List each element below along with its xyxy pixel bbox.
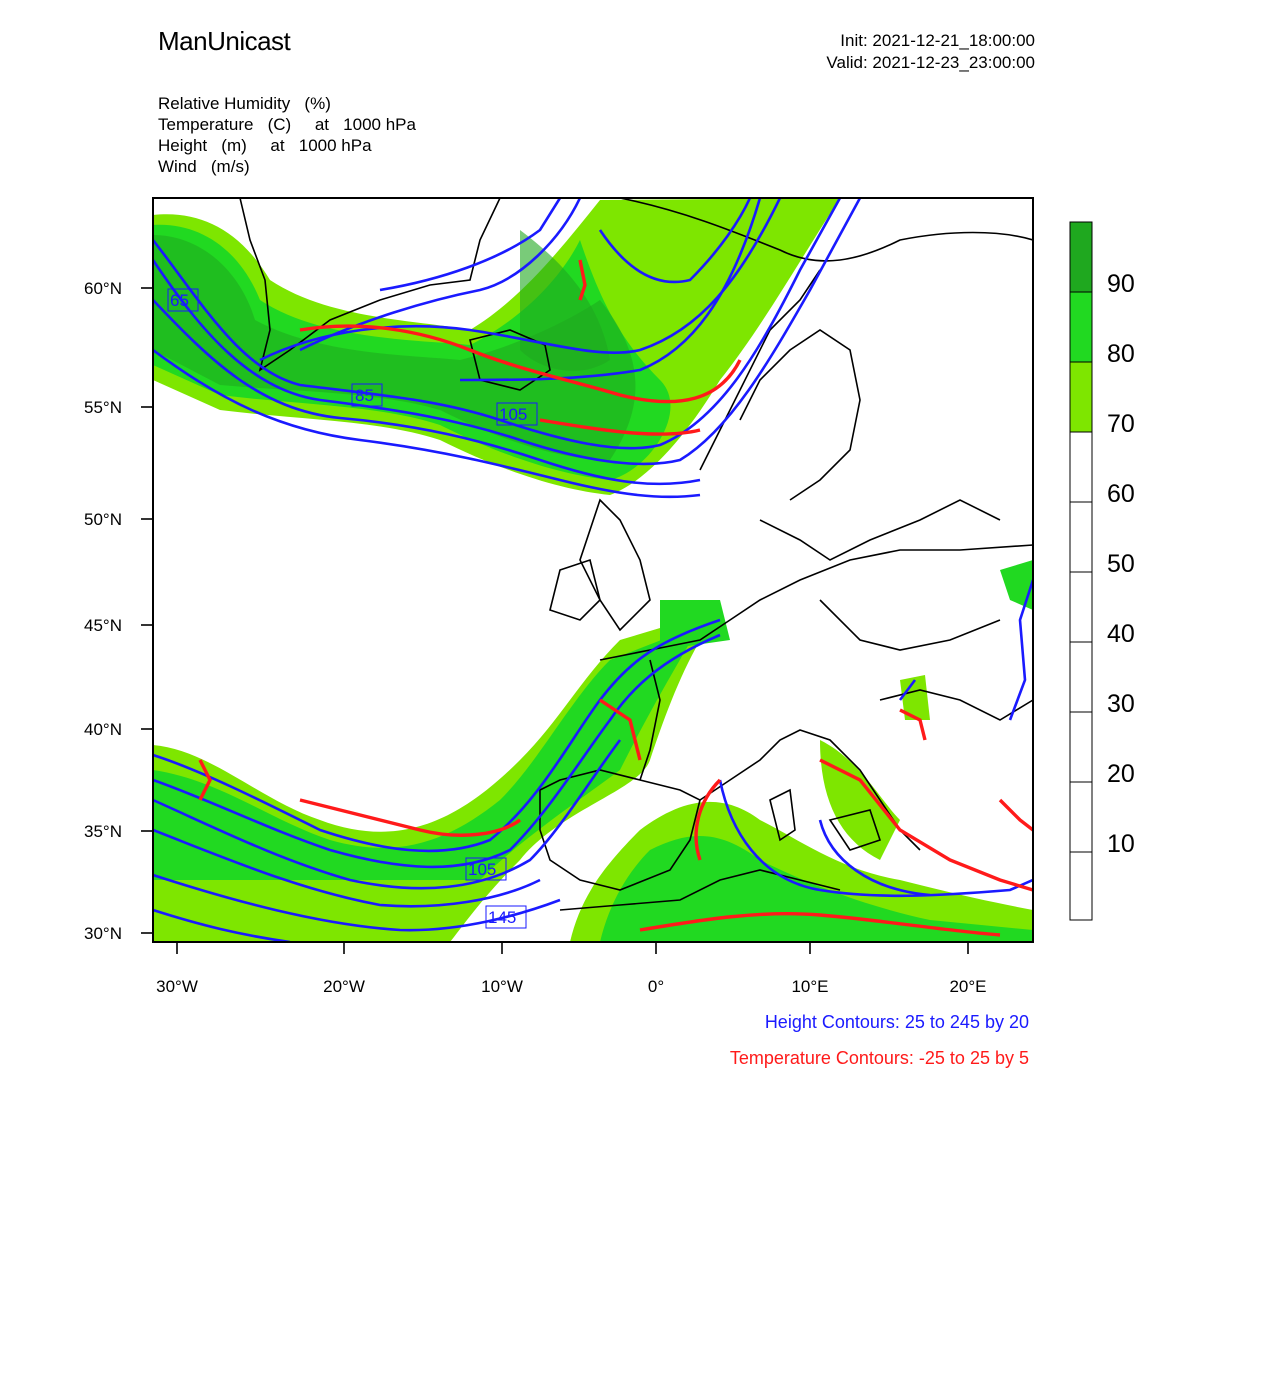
temperature-contour-note: Temperature Contours: -25 to 25 by 5 — [729, 1048, 1029, 1068]
lat-label: 55°N — [84, 398, 122, 417]
plot-title: ManUnicast — [158, 26, 291, 56]
lat-label: 40°N — [84, 720, 122, 739]
colorbar-box — [1070, 782, 1092, 852]
field-wind: Wind (m/s) — [158, 157, 250, 176]
colorbar-box — [1070, 292, 1092, 362]
contour-label: 105 — [468, 860, 497, 879]
lat-label: 60°N — [84, 279, 122, 298]
colorbar-label: 30 — [1107, 690, 1135, 718]
field-temperature: Temperature (C) at 1000 hPa — [158, 115, 416, 134]
valid-time: Valid: 2021-12-23_23:00:00 — [826, 53, 1035, 72]
map-content — [153, 198, 1033, 942]
lat-label: 45°N — [84, 616, 122, 635]
colorbar-label: 40 — [1107, 620, 1135, 648]
colorbar-label: 60 — [1107, 480, 1135, 508]
contour-label: 85 — [355, 386, 374, 405]
colorbar — [1070, 222, 1135, 920]
colorbar-box — [1070, 852, 1092, 920]
contour-label: 105 — [499, 405, 528, 424]
lon-label: 10°W — [481, 977, 523, 996]
colorbar-label: 90 — [1107, 270, 1135, 298]
humidity-shading — [153, 198, 840, 495]
lat-labels — [84, 279, 122, 943]
height-contour-note: Height Contours: 25 to 245 by 20 — [764, 1012, 1029, 1032]
humidity-shading-south — [153, 560, 1033, 942]
contour-label: 65 — [170, 291, 189, 310]
colorbar-label: 70 — [1107, 410, 1135, 438]
colorbar-labels — [1107, 270, 1135, 858]
lat-label: 35°N — [84, 822, 122, 841]
colorbar-label: 10 — [1107, 830, 1135, 858]
lon-label: 20°W — [323, 977, 365, 996]
colorbar-label: 20 — [1107, 760, 1135, 788]
lon-label: 20°E — [949, 977, 987, 996]
field-height: Height (m) at 1000 hPa — [158, 136, 372, 155]
colorbar-box — [1070, 642, 1092, 712]
init-time: Init: 2021-12-21_18:00:00 — [840, 31, 1035, 50]
colorbar-box — [1070, 432, 1092, 502]
lon-labels — [156, 977, 986, 996]
colorbar-label: 50 — [1107, 550, 1135, 578]
lon-label: 30°W — [156, 977, 198, 996]
colorbar-box — [1070, 572, 1092, 642]
colorbar-box — [1070, 712, 1092, 782]
lat-label: 30°N — [84, 924, 122, 943]
colorbar-label: 80 — [1107, 340, 1135, 368]
colorbar-box — [1070, 502, 1092, 572]
lon-label: 0° — [647, 977, 665, 996]
lon-label: 10°E — [791, 977, 829, 996]
field-humidity: Relative Humidity (%) — [158, 94, 331, 113]
contour-label: 145 — [488, 908, 517, 927]
lat-label: 50°N — [84, 510, 122, 529]
colorbar-box — [1070, 362, 1092, 432]
colorbar-box — [1070, 222, 1092, 292]
